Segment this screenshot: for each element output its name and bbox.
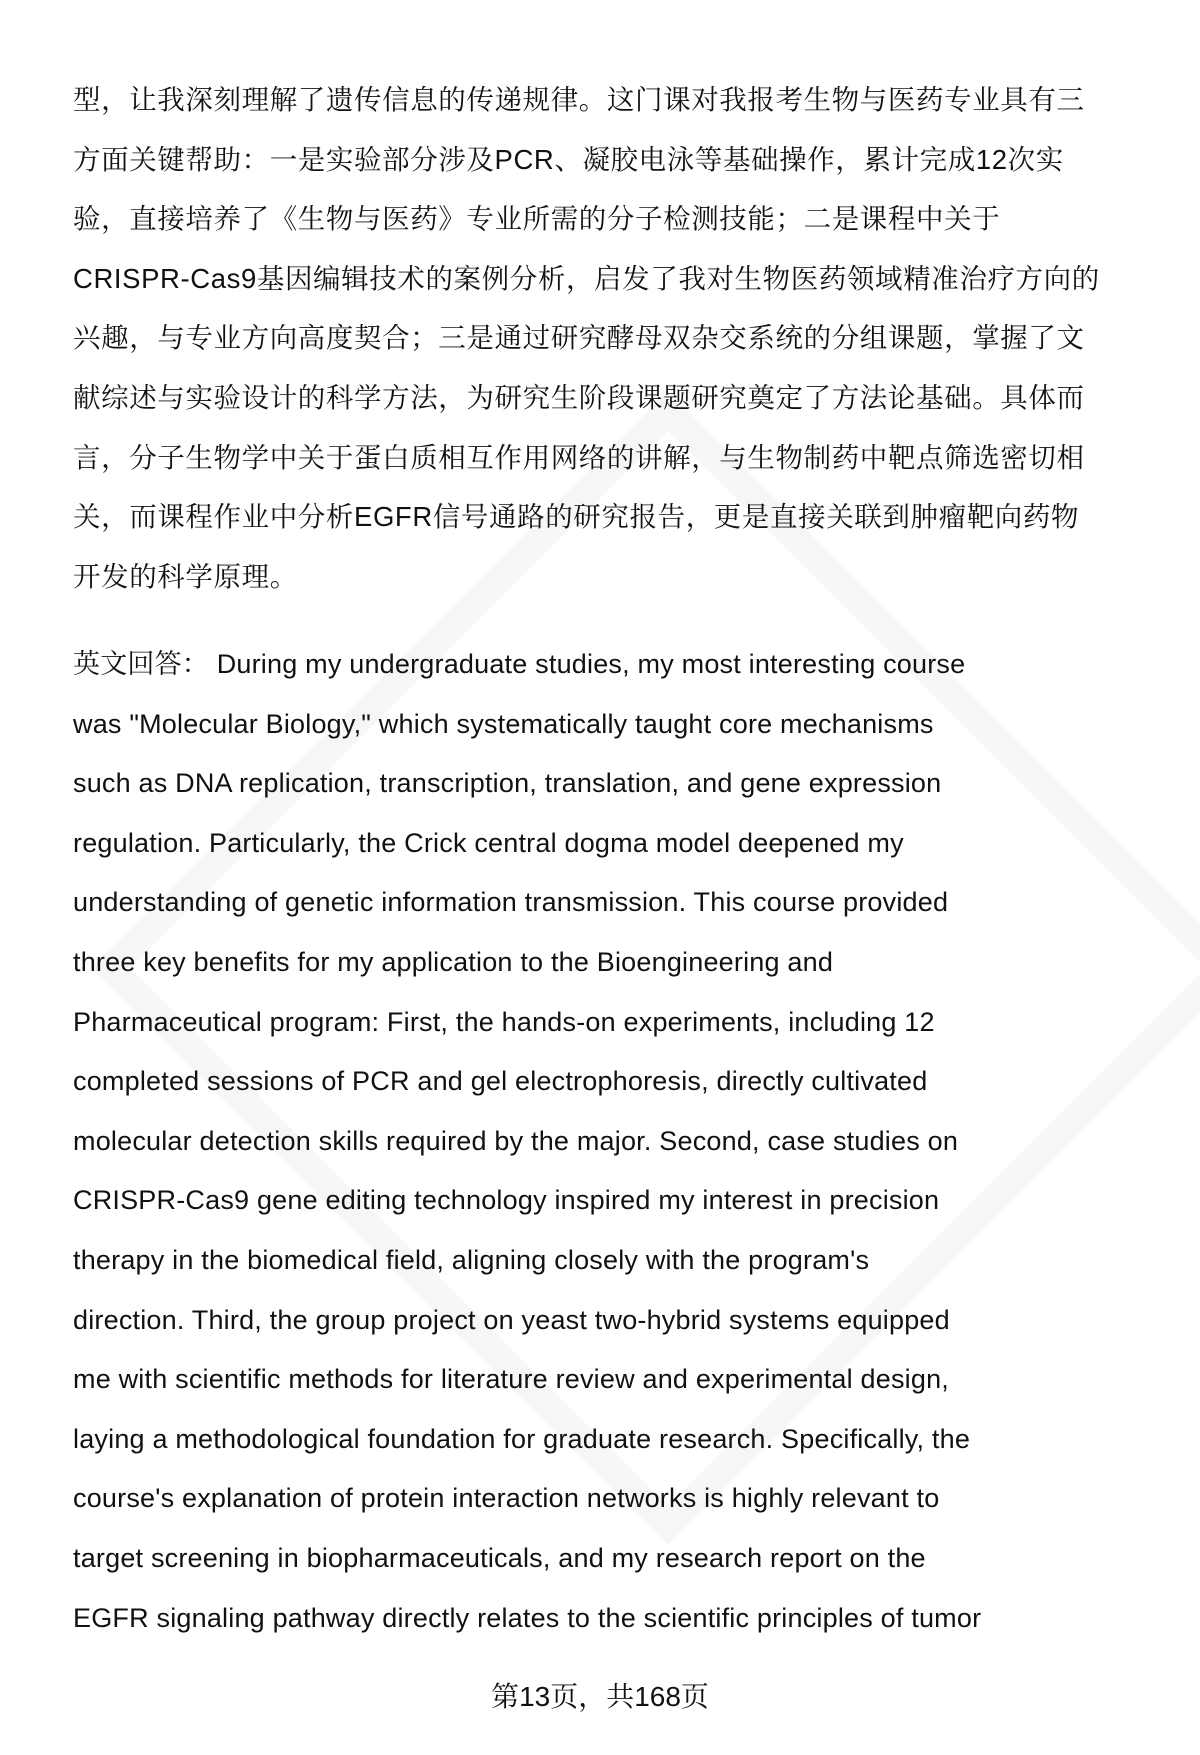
text-line: 献综述与实验设计的科学方法，为研究生阶段课题研究奠定了方法论基础。具体而 <box>73 382 1085 413</box>
text-line: 验，直接培养了《生物与医药》专业所需的分子检测技能；二是课程中关于 <box>73 203 1001 235</box>
text-line: EGFR signaling pathway directly relates to the scientific principles of tumor <box>73 1602 982 1633</box>
text-line: 兴趣，与专业方向高度契合；三是通过研究酵母双杂交系统的分组课题，掌握了文 <box>73 322 1085 354</box>
text-line: 言，分子生物学中关于蛋白质相互作用网络的讲解，与生物制药中靶点筛选密切相 <box>73 441 1085 473</box>
text-line: 方面关键帮助：一是实验部分涉及PCR、凝胶电泳等基础操作，累计完成12次实 <box>73 143 1064 175</box>
text-line: laying a methodological foundation for graduate research. Specifically, the <box>73 1423 971 1454</box>
text-line: 英文回答： During my undergraduate studies, my most interesting course <box>73 649 966 679</box>
text-line: CRISPR-Cas9 gene editing technology inspired my interest in precision <box>73 1185 940 1216</box>
text-line: was "Molecular Biology," which systematically taught core mechanisms <box>73 708 934 739</box>
text-line: understanding of genetic information transmission. This course provided <box>73 887 949 918</box>
text-line: 关，而课程作业中分析EGFR信号通路的研究报告，更是直接关联到肿瘤靶向药物 <box>73 501 1080 533</box>
text-line: course's explanation of protein interaction networks is highly relevant to <box>73 1483 940 1514</box>
text-line: 开发的科学原理。 <box>73 560 298 592</box>
text-line: such as DNA replication, transcription, translation, and gene expression <box>73 768 942 799</box>
text-line: completed sessions of PCR and gel electrophoresis, directly cultivated <box>73 1066 928 1097</box>
text-line: three key benefits for my application to the Bioengineering and <box>73 947 834 977</box>
text-line: direction. Third, the group project on yeast two-hybrid systems equipped <box>73 1304 950 1335</box>
text-line: me with scientific methods for literature review and experimental design, <box>73 1364 949 1395</box>
text-line: CRISPR-Cas9基因编辑技术的案例分析，启发了我对生物医药领域精准治疗方向的 <box>73 262 1100 294</box>
text-line: 型，让我深刻理解了遗传信息的传递规律。这门课对我报考生物与医药专业具有三 <box>73 84 1085 115</box>
text-line: Pharmaceutical program: First, the hands-on experiments, including 12 <box>73 1006 935 1037</box>
text-line: target screening in biopharmaceuticals, and my research report on the <box>73 1543 926 1573</box>
page-number: 第13页，共168页 <box>491 1681 709 1712</box>
text-line: regulation. Particularly, the Crick central dogma model deepened my <box>73 827 904 858</box>
text-line: therapy in the biomedical field, aligning closely with the program's <box>73 1245 870 1275</box>
text-line: molecular detection skills required by the major. Second, case studies on <box>73 1125 959 1156</box>
